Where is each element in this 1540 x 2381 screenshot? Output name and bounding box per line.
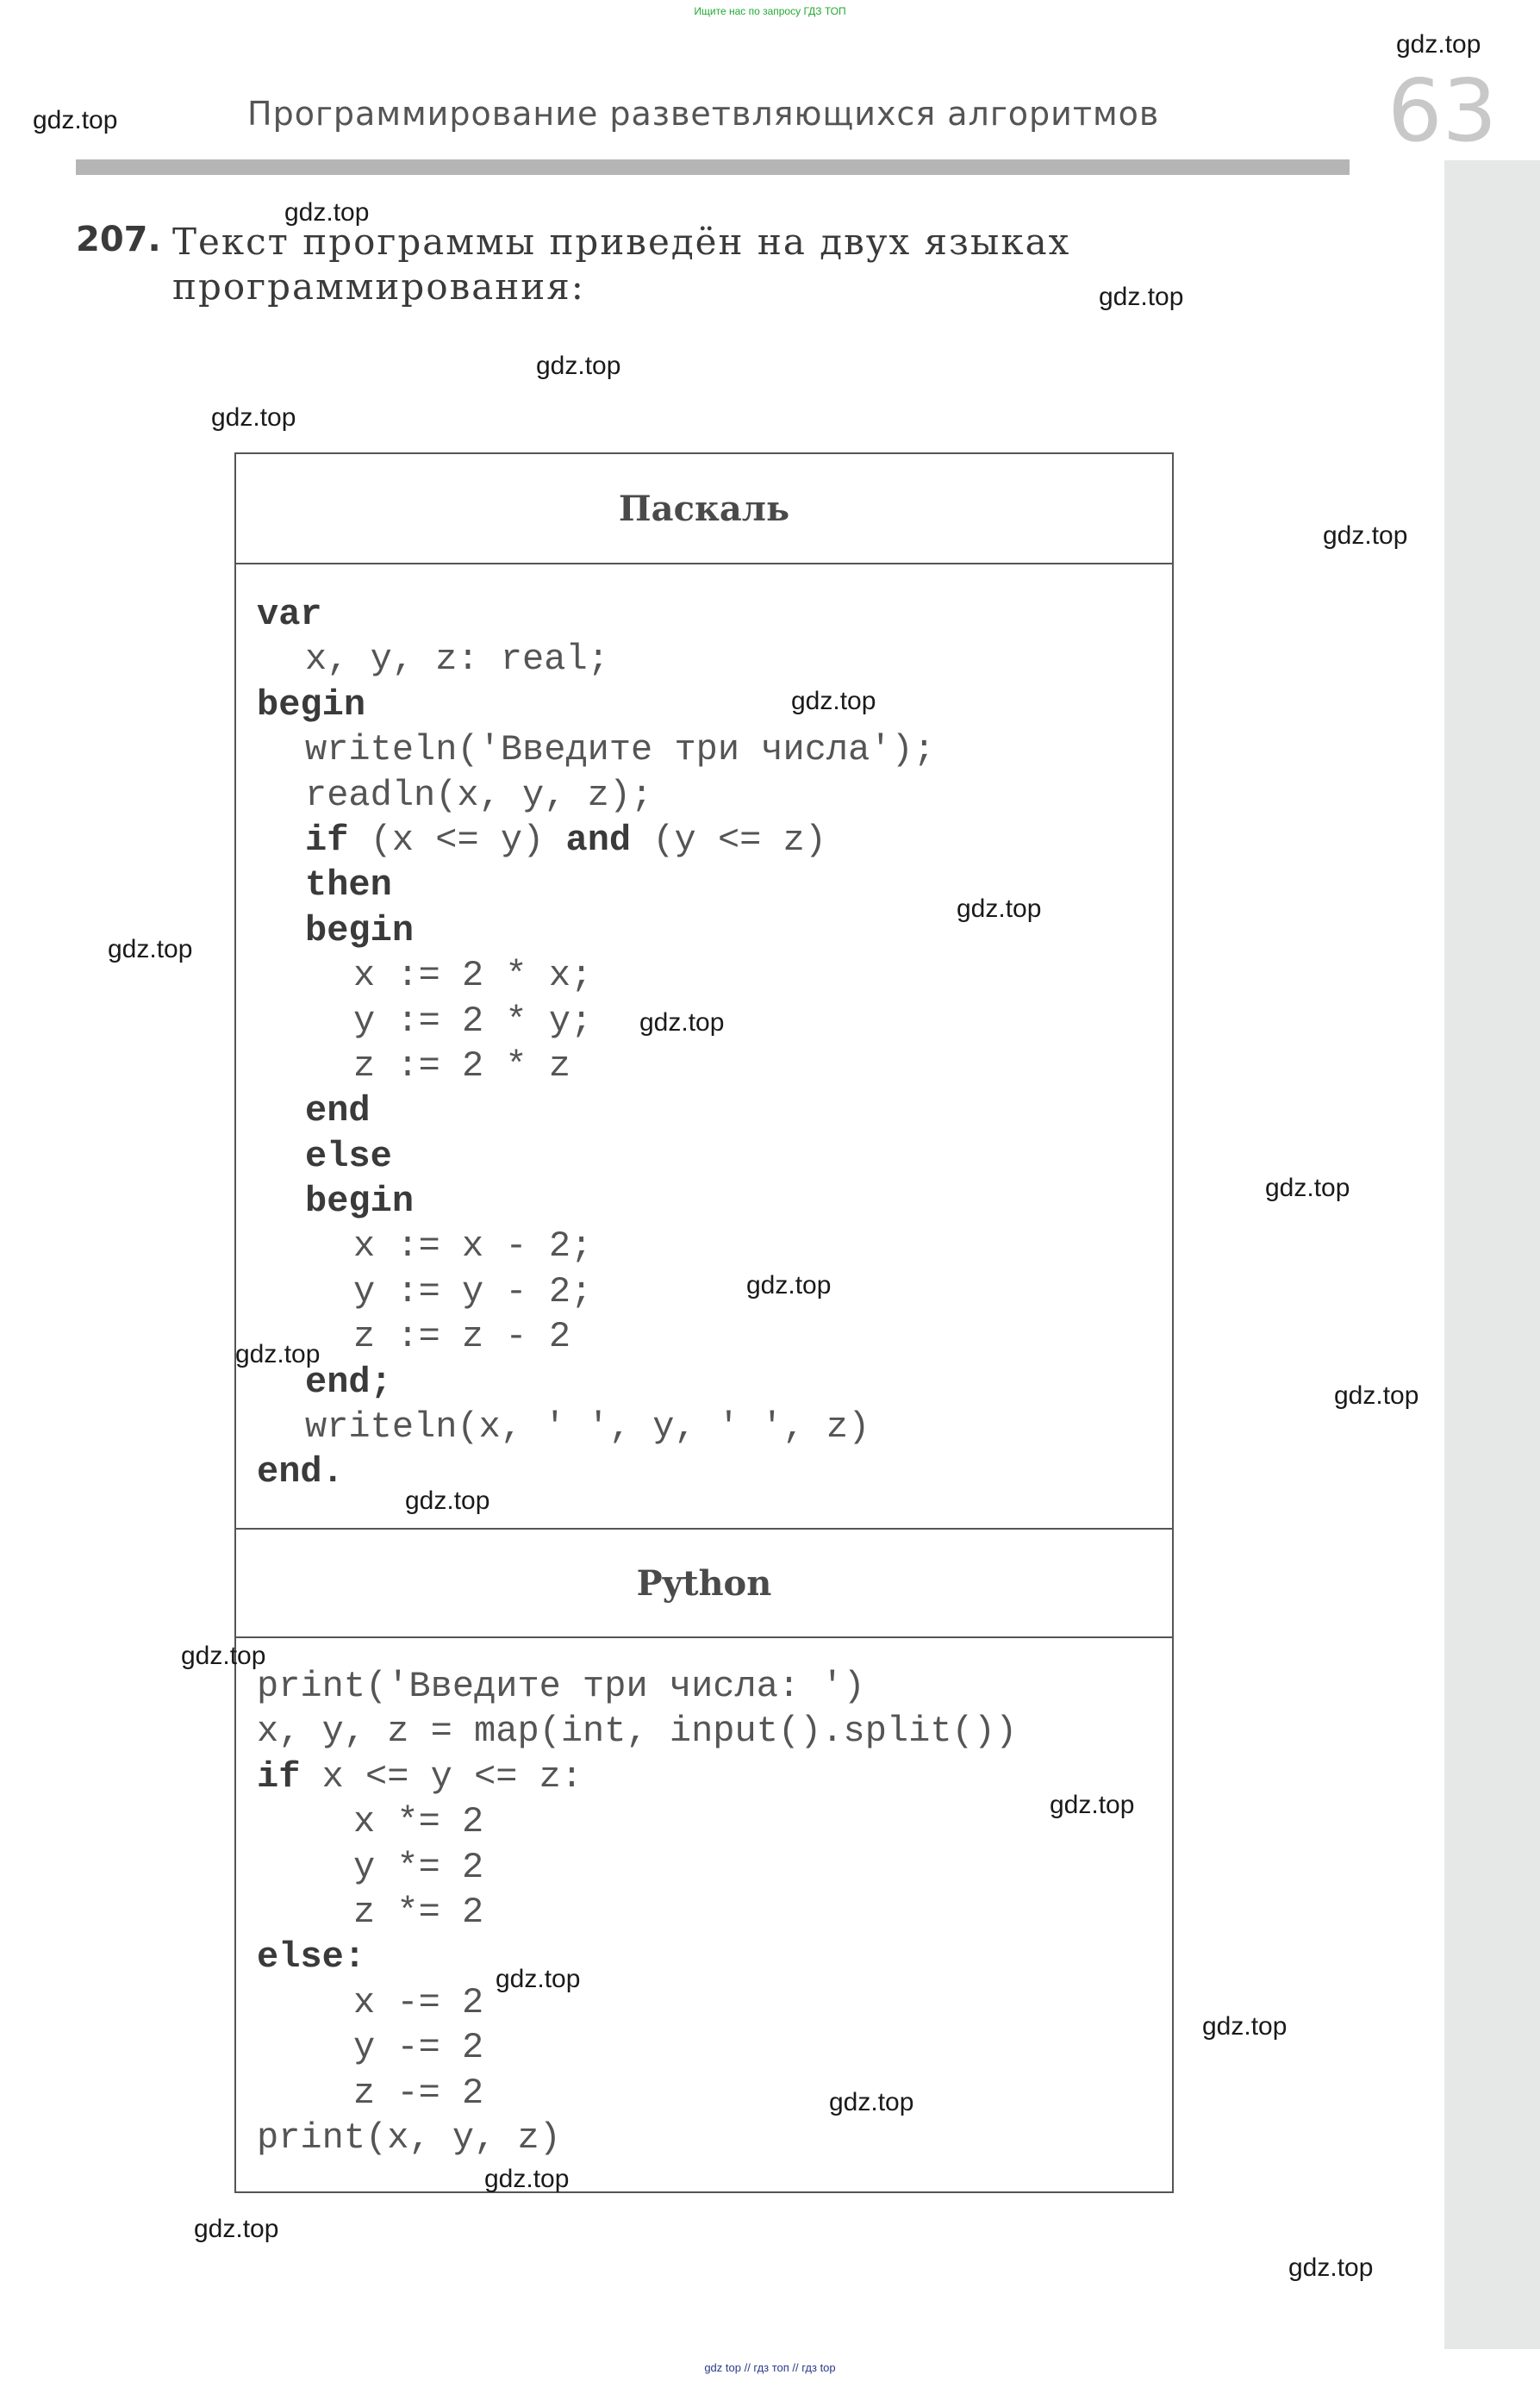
pascal-header: Паскаль — [236, 454, 1172, 564]
watermark: gdz.top — [1396, 30, 1481, 59]
pascal-code — [257, 592, 935, 1495]
code-line: begin — [305, 909, 415, 951]
watermark: gdz.top — [1050, 1791, 1135, 1819]
code-line: writeln('Введите три числа'); — [305, 729, 935, 771]
watermark: gdz.top — [284, 198, 370, 227]
watermark: gdz.top — [957, 894, 1042, 923]
code-line: end — [305, 1090, 371, 1132]
code-line: x *= 2 — [353, 1801, 484, 1843]
python-code — [257, 1664, 1017, 2160]
page-number: 63 — [1387, 60, 1498, 161]
watermark: gdz.top — [829, 2088, 914, 2116]
code-line-if — [257, 818, 935, 863]
code-line: y -= 2 — [353, 2027, 484, 2069]
watermark: gdz.top — [181, 1642, 266, 1670]
code-line: print(x, y, z) — [257, 2116, 561, 2159]
watermark: gdz.top — [536, 352, 621, 380]
watermark: gdz.top — [33, 106, 118, 134]
watermark: gdz.top — [791, 687, 876, 715]
condition: x <= y <= z: — [321, 1755, 583, 1798]
watermark: gdz.top — [194, 2215, 279, 2243]
code-line: begin — [257, 683, 366, 726]
task-number: 207. — [76, 220, 161, 259]
code-line: then — [305, 864, 392, 907]
keyword-if: if — [257, 1755, 301, 1798]
watermark: gdz.top — [484, 2165, 570, 2193]
watermark: gdz.top — [1265, 1174, 1350, 1202]
code-line: readln(x, y, z); — [305, 774, 653, 816]
watermark: gdz.top — [405, 1487, 490, 1515]
code-line: var — [257, 594, 322, 635]
code-line: writeln(x, ' ', y, ' ', z) — [305, 1406, 870, 1449]
code-line: else: — [257, 1936, 366, 1979]
code-line: x := x - 2; — [353, 1225, 593, 1268]
code-line: x -= 2 — [353, 1981, 484, 2023]
code-line: z *= 2 — [353, 1891, 484, 1933]
watermark: gdz.top — [496, 1965, 581, 1993]
top-banner: Ищите нас по запросу ГДЗ ТОП — [694, 5, 846, 17]
condition-right: (y <= z) — [652, 819, 826, 861]
code-line: print('Введите три числа: ') — [257, 1666, 865, 1707]
code-line: z -= 2 — [353, 2072, 484, 2114]
code-table — [234, 452, 1174, 2193]
task-text: Текст программы приведён на двух языках программирования: — [172, 221, 1071, 308]
code-line: x, y, z = map(int, input().split()) — [257, 1711, 1018, 1753]
watermark: gdz.top — [1323, 521, 1408, 550]
code-line: x := 2 * x; — [353, 955, 593, 997]
watermark: gdz.top — [108, 935, 193, 963]
watermark: gdz.top — [1288, 2253, 1374, 2282]
code-line: else — [305, 1135, 392, 1177]
code-line: z := 2 * z — [353, 1044, 571, 1087]
bottom-banner: gdz top // гдз топ // гдз top — [704, 2361, 836, 2374]
code-line: y := y - 2; — [353, 1270, 593, 1312]
python-header: Python — [236, 1528, 1172, 1638]
watermark: gdz.top — [1334, 1381, 1419, 1410]
watermark: gdz.top — [639, 1008, 725, 1037]
code-line: y := 2 * y; — [353, 1000, 593, 1042]
condition-left: (x <= y) — [370, 819, 545, 861]
keyword-and: and — [565, 819, 632, 861]
watermark: gdz.top — [235, 1340, 321, 1368]
watermark: gdz.top — [1099, 283, 1184, 311]
watermark: gdz.top — [746, 1271, 832, 1300]
code-line: z := z - 2 — [353, 1316, 571, 1358]
code-line: y *= 2 — [353, 1846, 484, 1888]
code-line: x, y, z: real; — [305, 639, 609, 681]
watermark: gdz.top — [211, 403, 296, 432]
code-line-if — [257, 1755, 1017, 1799]
running-title: Программирование разветвляющихся алгоритмов — [247, 95, 1160, 133]
code-line: begin — [305, 1181, 415, 1223]
keyword-if: if — [305, 819, 349, 861]
code-line: end; — [305, 1361, 392, 1403]
header-rule — [76, 159, 1350, 175]
code-line: end. — [257, 1451, 344, 1493]
watermark: gdz.top — [1202, 2012, 1287, 2041]
page-edge-strip — [1444, 160, 1540, 2349]
